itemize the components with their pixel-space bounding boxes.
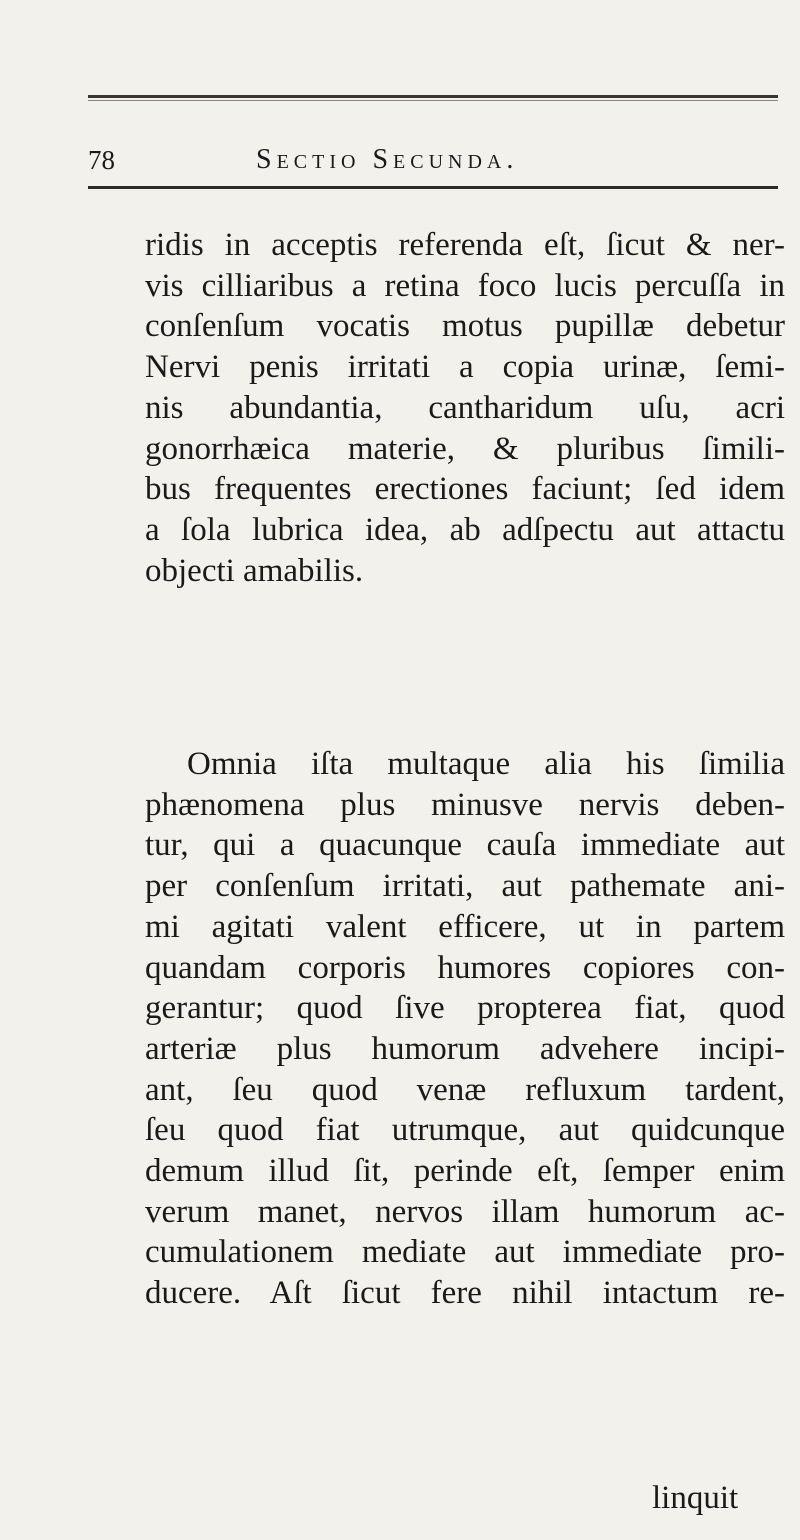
text-line: phænomena plus minusve nervis deben-: [145, 786, 785, 823]
text-line: mi agitati valent efficere, ut in partem: [145, 908, 785, 945]
text-line: nis abundantia, cantharidum uſu, acri: [145, 389, 785, 426]
text-line: per conſenſum irritati, aut pathemate ani-: [145, 868, 785, 905]
text-line: conſenſum vocatis motus pupillæ debetur: [145, 308, 785, 345]
text-line: verum manet, nervos illam humorum ac-: [145, 1193, 785, 1230]
text-line: gonorrhæica materie, & pluribus ſimili-: [145, 430, 785, 467]
text-line: tur, qui a quacunque cauſa immediate aut: [145, 827, 785, 864]
text-line: cumulationem mediate aut immediate pro-: [145, 1234, 785, 1271]
page-number: 78: [88, 145, 115, 175]
paragraph-2: [145, 744, 785, 1314]
text-line: ſeu quod fiat utrumque, aut quidcunque: [145, 1112, 785, 1149]
running-head: Sectio Secunda.: [256, 144, 519, 175]
page-header: [88, 140, 778, 180]
text-line: ant, ſeu quod venæ refluxum tardent,: [145, 1071, 785, 1108]
catchword: linquit: [652, 1480, 739, 1516]
text-line: ducere. Aſt ſicut fere nihil intactum re-: [145, 1275, 785, 1312]
text-line: bus frequentes erectiones faciunt; ſed idem: [145, 471, 785, 508]
text-line: gerantur; quod ſive propterea fiat, quod: [145, 990, 785, 1027]
header-rule: [88, 186, 778, 189]
text-line: a ſola lubrica idea, ab adſpectu aut attactu: [145, 511, 785, 548]
text-line: ridis in acceptis referenda eſt, ſicut & ner-: [145, 227, 785, 263]
text-line: vis cilliaribus a retina foco lucis percuſſa in: [145, 267, 785, 304]
paragraph-1: [145, 225, 785, 591]
text-line: Nervi penis irritati a copia urinæ, ſemi-: [145, 349, 785, 386]
top-border-rule: [88, 95, 778, 98]
top-border-thin-rule: [88, 100, 778, 101]
text-line: demum illud ſit, perinde eſt, ſemper enim: [145, 1153, 785, 1190]
text-line: quandam corporis humores copiores con-: [145, 949, 785, 986]
text-line: Omnia iſta multaque alia his ſimilia: [187, 746, 785, 782]
text-line: arteriæ plus humorum advehere incipi-: [145, 1030, 785, 1067]
text-line: objecti amabilis.: [145, 552, 364, 589]
